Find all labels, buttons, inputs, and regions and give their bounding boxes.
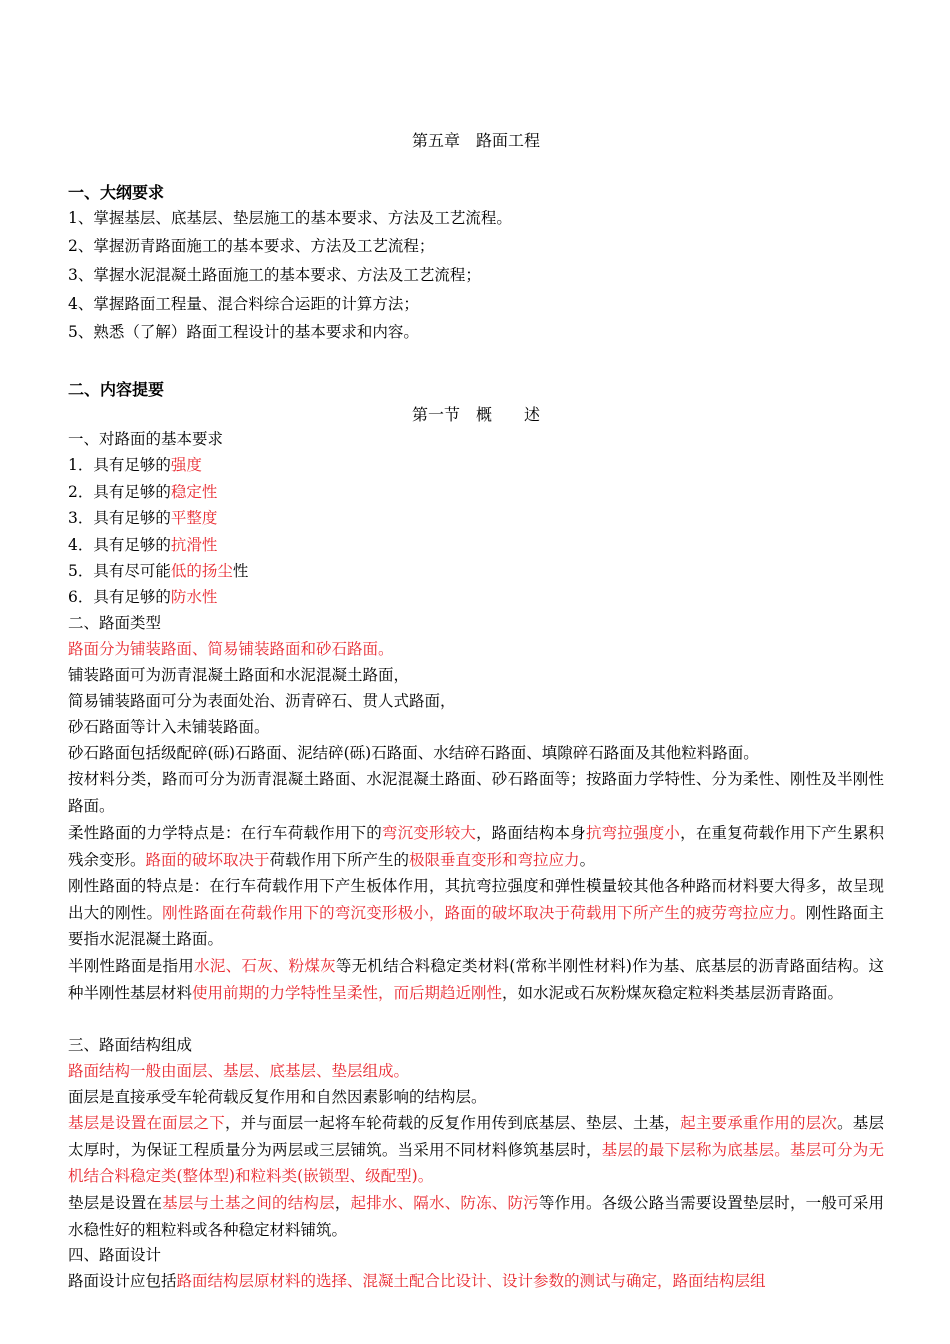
outline-item: 3、掌握水泥混凝土路面施工的基本要求、方法及工艺流程； [68,266,481,284]
requirement-item: 3．具有足够的平整度 [68,509,218,527]
body-line: 砂石路面等计入未铺装路面。 [68,718,270,736]
highlight-text: 路面分为铺装路面、简易铺装路面和砂石路面。 [68,640,394,658]
subheading: 三、路面结构组成 [68,1036,193,1054]
requirement-item: 6．具有足够的防水性 [68,588,218,606]
requirement-item: 4．具有足够的抗滑性 [68,536,218,554]
design-paragraph: 路面设计应包括路面结构层原材料的选择、混凝土配合比设计、设计参数的测试与确定，路面结构层组 [68,1272,766,1290]
outline-item: 5、熟悉（了解）路面工程设计的基本要求和内容。 [68,323,419,341]
requirement-item: 1．具有足够的强度 [68,456,202,474]
body-line: 简易铺装路面可分为表面处治、沥青碎石、贯人式路面， [68,692,456,710]
cushion-layer-paragraph: 垫层是设置在基层与土基之间的结构层，起排水、隔水、防冻、防污等作用。各级公路当需要设置垫层时，一般可采用水稳性好的粗粒料或各种稳定材料铺筑。 [68,1194,884,1239]
flexible-pavement-paragraph: 柔性路面的力学特点是：在行车荷载作用下的弯沉变形较大，路面结构本身抗弯拉强度小，在重复荷载作用下产生累积残余变形。路面的破坏取决于荷载作用下所产生的极限垂直变形和弯拉应力。 [68,824,884,869]
body-line: 面层是直接承受车轮荷载反复作用和自然因素影响的结构层。 [68,1088,487,1106]
subheading: 四、路面设计 [68,1246,162,1264]
outline-item: 1、掌握基层、底基层、垫层施工的基本要求、方法及工艺流程。 [68,209,512,227]
subheading: 一、对路面的基本要求 [68,430,224,448]
section-heading-content: 二、内容提要 [68,380,165,399]
section-subtitle: 第一节 概 述 [411,405,540,424]
outline-item: 4、掌握路面工程量、混合料综合运距的计算方法； [68,295,419,313]
rigid-pavement-paragraph: 刚性路面的特点是：在行车荷载作用下产生板体作用，其抗弯拉强度和弹性模量较其他各种路而材料要大得多，故呈现出大的刚性。刚性路面在荷载作用下的弯沉变形极小，路面的破坏取决于荷载用下所产生的疲劳弯拉应力。刚性路面主要指水泥混凝土路面。 [68,877,884,948]
outline-item: 2、掌握沥青路面施工的基本要求、方法及工艺流程； [68,237,435,255]
body-line: 铺装路面可为沥青混凝土路面和水泥混凝土路面， [68,666,410,684]
highlight-text: 路面结构一般由面层、基层、底基层、垫层组成。 [68,1062,410,1080]
chapter-title: 第五章 路面工程 [411,131,540,150]
section-heading-outline: 一、大纲要求 [68,183,165,202]
base-layer-paragraph: 基层是设置在面层之下，并与面层一起将车轮荷载的反复作用传到底基层、垫层、土基，起主要承重作用的层次。基层太厚时，为保证工程质量分为两层或三层铺筑。当采用不同材料修筑基层时，基层的最下层称为底基层。基层可分为无机结合料稳定类(整体型)和粒料类(嵌锁型、级配型)。 [68,1114,884,1185]
semi-rigid-paragraph: 半刚性路面是指用水泥、石灰、粉煤灰等无机结合料稳定类材料(常称半刚性材料)作为基、底基层的沥青路面结构。这种半刚性基层材料使用前期的力学特性呈柔性，而后期趋近刚性，如水泥或石灰粉煤灰稳定粒料类基层沥青路面。 [68,957,884,1002]
subheading: 二、路面类型 [68,614,162,632]
body-line: 砂石路面包括级配碎(砾)石路面、泥结碎(砾)石路面、水结碎石路面、填隙碎石路面及其他粒料路面。 [68,744,759,762]
classification-paragraph: 按材料分类，路而可分为沥青混凝土路面、水泥混凝土路面、砂石路面等；按路面力学特性、分为柔性、刚性及半刚性路面。 [68,770,884,815]
requirement-item: 5．具有尽可能低的扬尘性 [68,562,249,580]
requirement-item: 2．具有足够的稳定性 [68,483,218,501]
